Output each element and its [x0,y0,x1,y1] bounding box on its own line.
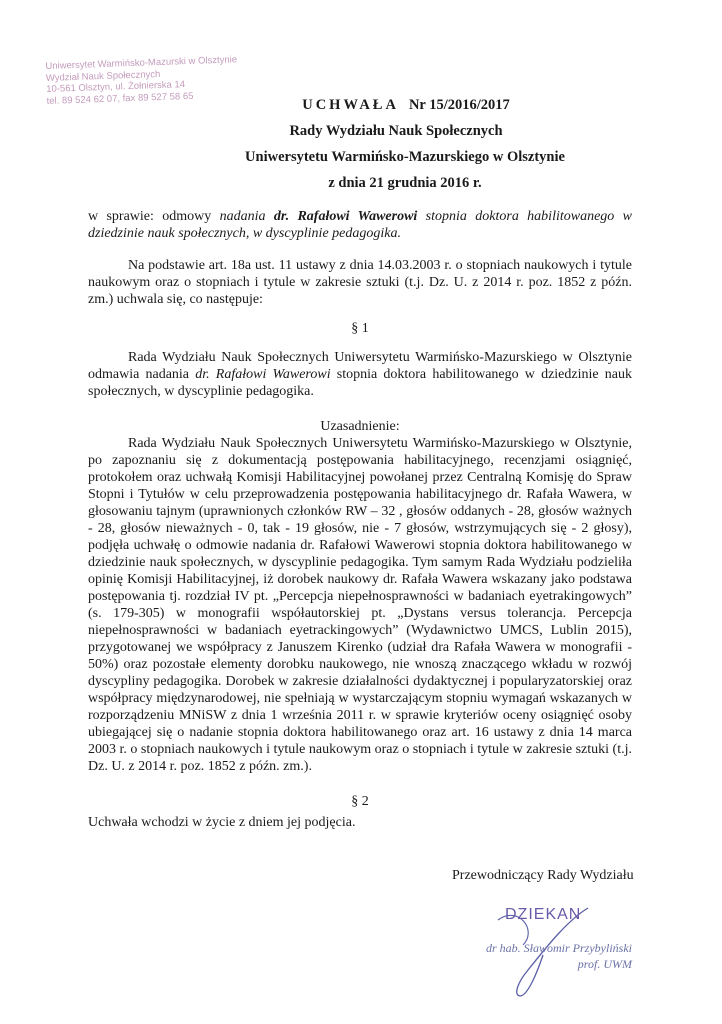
justification-paragraph: Rada Wydziału Nauk Społecznych Uniwersytetu Warmińsko-Mazurskiego w Olsztynie, po zapoznaniu się z dokumentacją postępowania habilitacyjnego, recenzjami osiągnięć, protokołem oraz uchwałą Komisji Habilitacyjnej powołanej przez Centralną Komisję do Spraw Stopni i Tytułów w celu przeprowadzenia postępowania habilitacyjnego dr. Rafała Wawera, w głosowaniu tajnym (uprawnionych członków RW – 32 , głosów oddanych - 28, głosów ważnych - 28, głosów nieważnych - 0, tak - 19 głosów, nie - 7 głosów, wstrzymujących się - 2 głosy), podjęła uchwałę o odmowie nadania dr. Rafałowi Wawerowi stopnia doktora habilitowanego w dziedzinie nauk społecznych, w dyscyplinie pedagogika. Tym samym Rada Wydziału podzieliła opinię Komisji Habilitacyjnej, iż dorobek naukowy dr. Rafała Wawera wskazany jako podstawa postępowania tj. rozdział IV pt. „Percepcja niepełnosprawności w badaniach eyetrakingowych” (s. 179-305) w monografii współautorskiej pt. „Dystans versus tolerancja. Percepcja niepełnosprawności w badaniach eyetrackingowych” (Wydawnictwo UMCS, Lublin 2015), przygotowanej we współpracy z Januszem Kirenko (udział dra Rafała Wawera w monografii - 50%) oraz pozostałe elementy dorobku naukowego, nie wnoszą znaczącego wkładu w rozwój dyscypliny pedagogika. Dorobek w zakresie działalności dydaktycznej i popularyzatorskiej oraz współpracy międzynarodowej, nie spełniają w wystarczającym stopniu wymagań wskazanych w rozporządzeniu MNiSW z dnia 1 września 2011 r. w sprawie kryteriów oceny osiągnięć osoby ubiegającej się o nadanie stopnia doktora habilitowanego oraz art. 16 ustawy z dnia 14 marca 2003 r. o stopniach naukowych i tytule naukowym oraz o stopniach i tytule w zakresie sztuki (t.j. Dz. U. z 2014 r. poz. 1852 z późn. zm.). [88,436,632,774]
subject-paragraph [88,208,632,242]
stamp-line-phone: tel. 89 524 62 07, fax 89 527 58 65 [46,90,194,107]
legal-basis-paragraph: Na podstawie art. 18a ust. 11 ustawy z dnia 14.03.2003 r. o stopniach naukowych i tytule naukowym oraz o stopniach i tytule w zakresie sztuki (t.j. Dz. U. z 2014 r. poz. 1852 z późn. zm.) uchwala się, co następuje: [88,258,632,307]
stamp-line-university: Uniwersytet Warmińsko-Mazurski w Olsztynie [45,54,238,72]
subject-candidate-name: dr. Rafałowi Wawerowi [273,209,418,224]
title-word: UCHWAŁA [302,97,399,113]
document-body [88,208,632,831]
subject-italic-start: nadania [219,209,274,224]
signatory-name-line: dr hab. Sławomir Przybyliński [486,941,632,955]
document-title [0,92,722,118]
resolution-number: Nr 15/2016/2017 [408,97,510,113]
section-2-label: § 2 [351,794,369,809]
justification-caption: Uzasadnienie: [320,419,400,434]
section-2-paragraph: Uchwała wchodzi w życie z dniem jej podjęcia. [88,815,356,830]
resolution-date: z dnia 21 grudnia 2016 r. [328,175,482,191]
subject-prefix: w sprawie: odmowy [88,209,220,224]
subject-italic-end: stopnia doktora habilitowanego w dziedzinie nauk społecznych, w dyscyplinie pedagogika. [88,209,632,241]
university-name: Uniwersytetu Warmińsko-Mazurskiego w Olsztynie [245,149,565,165]
stamp-line-faculty: Wydział Nauk Społecznych [45,68,161,84]
council-name: Rady Wydziału Nauk Społecznych [289,123,503,139]
document-header [0,92,722,196]
section-1-text-before: Rada Wydziału Nauk Społecznych Uniwersytetu Warmińsko-Mazurskiego w Olsztynie odmawia nadania [88,350,632,382]
dean-stamp-word: DZIEKAN [505,906,582,923]
section-1-paragraph [88,349,632,400]
signatory-name [452,940,632,972]
stamp-line-address: 10-561 Olsztyn, ul. Żołnierska 14 [46,79,186,95]
section-1-candidate-name: dr. Rafałowi Wawerowi [195,367,331,382]
section-1-text-after: stopnia doktora habilitowanego w dziedzinie nauk społecznych, w dyscyplinie pedagogika. [88,367,632,399]
signatory-position-line: prof. UWM [577,957,632,971]
section-1-label: § 1 [351,321,369,336]
signatory-title: Przewodniczący Rady Wydziału [452,868,634,883]
